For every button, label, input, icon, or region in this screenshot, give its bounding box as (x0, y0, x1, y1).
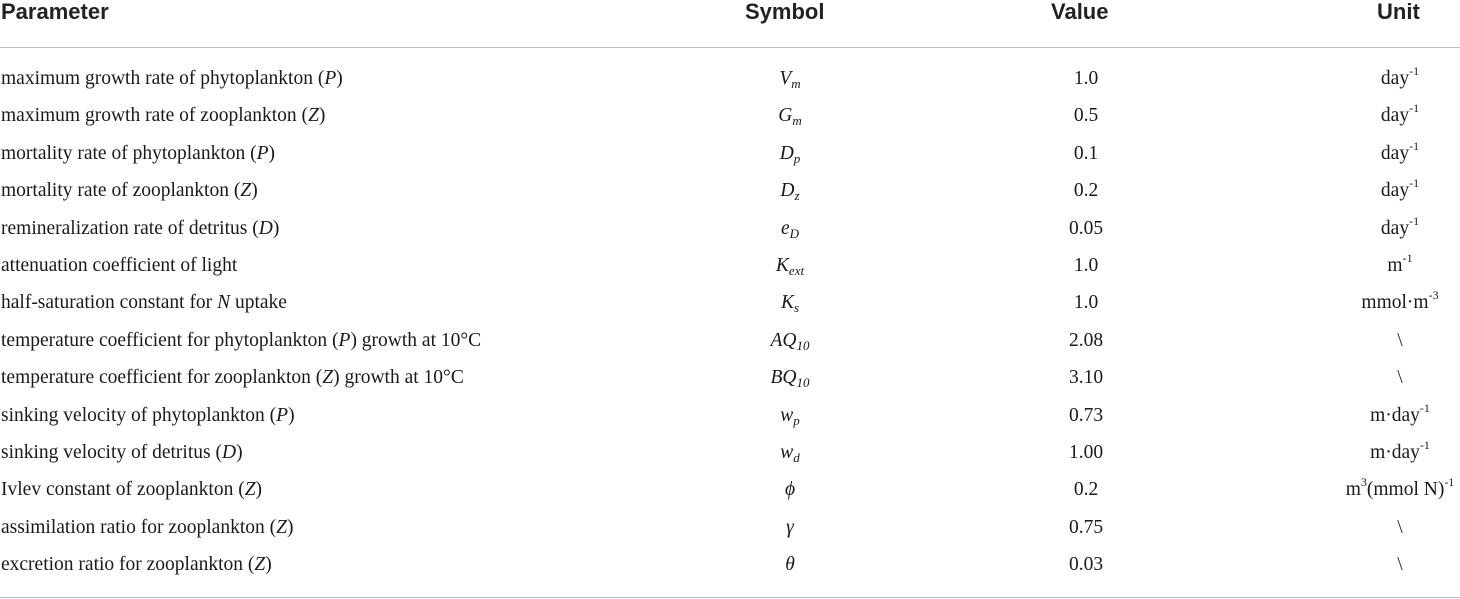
symbol-base: e (780, 217, 790, 239)
cell-symbol (660, 397, 920, 434)
symbol-base: γ (786, 516, 794, 538)
parameter-variable: Z (254, 554, 266, 576)
parameter-text: mortality rate of zooplankton ( (1, 180, 241, 202)
parameter-text: temperature coefficient for phytoplankton ( (1, 329, 339, 351)
parameter-text: ) (336, 68, 343, 89)
cell-value: 3.10 (1068, 367, 1104, 389)
parameter-text: Ivlev constant of zooplankton ( (1, 479, 245, 501)
unit-exponent: -1 (1409, 138, 1420, 153)
cell-parameter (1, 471, 262, 508)
cell-symbol (660, 172, 920, 209)
parameter-variable: Z (308, 105, 319, 127)
cell-unit (1270, 471, 1460, 508)
symbol-base: V (779, 68, 792, 89)
cell-parameter (1, 97, 325, 134)
cell-unit (1270, 97, 1460, 134)
table-row (0, 434, 1460, 471)
table-row (0, 546, 1460, 583)
cell-symbol (660, 471, 920, 508)
unit-exponent: -1 (1409, 176, 1420, 191)
parameter-text: mortality rate of phytoplankton ( (1, 142, 257, 164)
parameter-text: ) (236, 441, 243, 463)
parameter-text: ) (265, 554, 272, 576)
parameter-text: ) (268, 142, 276, 164)
cell-parameter (1, 546, 272, 583)
table-row (0, 397, 1460, 434)
symbol-base: w (780, 441, 794, 463)
unit-base: day (1380, 180, 1410, 202)
cell-symbol (660, 60, 920, 97)
parameter-text: ) (255, 479, 263, 501)
parameter-text: ) (318, 105, 326, 127)
table-header (0, 0, 1460, 48)
parameter-text: excretion ratio for zooplankton ( (1, 554, 255, 576)
parameter-variable: D (221, 441, 237, 463)
symbol-base: D (780, 180, 795, 202)
parameter-variable: P (324, 68, 337, 89)
unit-exponent: -1 (1402, 250, 1413, 265)
parameter-text: ) (251, 180, 258, 202)
cell-symbol (660, 284, 920, 321)
cell-unit (1270, 509, 1460, 546)
unit-base: \ (1397, 329, 1403, 351)
table-body (0, 60, 1460, 583)
parameter-text: ) (286, 516, 294, 538)
parameter-text: assimilation ratio for zooplankton ( (1, 516, 277, 538)
cell-unit (1270, 546, 1460, 583)
unit-base: m·day (1370, 404, 1420, 426)
cell-parameter (1, 322, 481, 359)
parameter-text: ) (288, 404, 295, 426)
parameter-text: remineralization rate of detritus ( (1, 217, 259, 239)
parameter-text: maximum growth rate of zooplankton ( (1, 105, 309, 127)
cell-parameter (1, 210, 279, 247)
unit-base: mmol·m (1361, 292, 1429, 314)
parameter-text: ) growth at 10°C (350, 329, 482, 351)
cell-symbol (660, 247, 920, 284)
cell-unit (1270, 322, 1460, 359)
unit-tail: (mmol N) (1366, 479, 1445, 501)
cell-value: 1.0 (1073, 68, 1099, 89)
symbol-subscript: p (793, 412, 800, 428)
cell-parameter (1, 434, 243, 471)
symbol-base: w (780, 404, 794, 426)
symbol-base: G (778, 105, 793, 127)
cell-parameter (1, 284, 287, 321)
unit-exponent: -1 (1409, 213, 1420, 228)
cell-unit (1270, 247, 1460, 284)
cell-unit (1270, 210, 1460, 247)
cell-value: 1.00 (1068, 441, 1104, 463)
cell-unit (1270, 434, 1460, 471)
cell-parameter (1, 509, 293, 546)
cell-symbol (660, 546, 920, 583)
symbol-base: ϕ (784, 479, 796, 501)
symbol-subscript: D (789, 225, 800, 241)
cell-symbol (660, 359, 920, 396)
cell-parameter (1, 247, 237, 284)
unit-base: \ (1397, 554, 1403, 576)
cell-value: 0.2 (1073, 180, 1099, 202)
cell-unit (1270, 397, 1460, 434)
table-row (0, 247, 1460, 284)
unit-base: \ (1397, 516, 1403, 538)
cell-value: 1.0 (1073, 292, 1099, 314)
parameter-text: ) growth at 10°C (333, 367, 464, 389)
cell-value: 1.0 (1073, 254, 1099, 276)
cell-symbol (660, 509, 920, 546)
symbol-base: D (779, 142, 794, 164)
unit-base: day (1380, 68, 1410, 89)
cell-parameter (1, 359, 464, 396)
symbol-subscript: ext (788, 262, 805, 278)
unit-base: day (1380, 105, 1410, 127)
parameter-text: maximum growth rate of phytoplankton ( (1, 68, 325, 89)
cell-value: 0.05 (1068, 217, 1104, 239)
unit-base: day (1380, 142, 1410, 164)
symbol-subscript: m (791, 76, 801, 91)
symbol-subscript: 10 (796, 375, 810, 391)
parameter-text: uptake (230, 292, 287, 314)
symbol-base: AQ (770, 329, 797, 351)
cell-value: 0.03 (1068, 554, 1104, 576)
cell-parameter (1, 60, 343, 97)
header-symbol: Symbol (745, 0, 825, 24)
parameter-variable: Z (240, 180, 252, 202)
unit-base: day (1380, 217, 1410, 239)
cell-value: 0.5 (1073, 105, 1099, 127)
unit-base: m (1387, 254, 1403, 276)
unit-exponent: -1 (1419, 437, 1430, 452)
unit-base: \ (1397, 367, 1403, 389)
symbol-subscript: d (793, 449, 800, 465)
parameter-variable: P (338, 329, 351, 351)
cell-symbol (660, 210, 920, 247)
symbol-base: K (775, 254, 789, 276)
cell-parameter (1, 172, 258, 209)
cell-value: 0.2 (1073, 479, 1099, 501)
unit-exponent: -1 (1409, 101, 1420, 116)
table-row (0, 135, 1460, 172)
table-row (0, 97, 1460, 134)
unit-exponent: -3 (1428, 288, 1439, 303)
cell-value: 2.08 (1068, 329, 1104, 351)
symbol-subscript: z (794, 188, 800, 204)
symbol-base: BQ (770, 367, 797, 389)
table-row (0, 284, 1460, 321)
parameter-variable: Z (244, 479, 256, 501)
cell-symbol (660, 97, 920, 134)
header-parameter: Parameter (1, 0, 109, 24)
unit-exponent: -1 (1419, 400, 1430, 415)
parameter-variable: P (276, 404, 289, 426)
parameter-variable: D (258, 217, 273, 239)
cell-unit (1270, 359, 1460, 396)
cell-parameter (1, 397, 295, 434)
parameter-variable: Z (322, 367, 334, 389)
cell-symbol (660, 434, 920, 471)
table-row (0, 359, 1460, 396)
cell-parameter (1, 135, 275, 172)
cell-unit (1270, 135, 1460, 172)
table-row (0, 322, 1460, 359)
parameter-text: ) (272, 217, 280, 239)
parameter-text: half-saturation constant for (1, 292, 218, 314)
symbol-subscript: 10 (796, 337, 810, 353)
symbol-subscript: p (793, 150, 801, 166)
cell-value: 0.1 (1073, 142, 1099, 164)
table-row (0, 172, 1460, 209)
unit-exponent: 3 (1360, 475, 1367, 490)
parameter-text: attenuation coefficient of light (1, 254, 238, 276)
unit-exponent: -1 (1409, 64, 1420, 78)
parameter-text: temperature coefficient for zooplankton ( (1, 367, 323, 389)
symbol-base: K (780, 292, 794, 314)
table-row (0, 60, 1460, 97)
table-bottom-rule (0, 597, 1460, 598)
parameter-variable: P (256, 142, 269, 164)
cell-unit (1270, 284, 1460, 321)
parameter-variable: Z (276, 516, 287, 538)
cell-symbol (660, 135, 920, 172)
symbol-subscript: m (792, 113, 802, 129)
cell-symbol (660, 322, 920, 359)
cell-value: 0.73 (1068, 404, 1104, 426)
cell-unit (1270, 60, 1460, 97)
header-value: Value (1051, 0, 1109, 24)
unit-base: m (1345, 479, 1361, 501)
header-unit: Unit (1377, 0, 1420, 24)
unit-tail-exponent: -1 (1444, 475, 1455, 490)
table-row (0, 210, 1460, 247)
cell-unit (1270, 172, 1460, 209)
unit-base: m·day (1370, 441, 1420, 463)
parameter-text: sinking velocity of phytoplankton ( (1, 404, 277, 426)
cell-value: 0.75 (1068, 516, 1104, 538)
symbol-base: θ (785, 554, 795, 576)
table-row (0, 509, 1460, 546)
parameter-variable: N (217, 292, 231, 314)
parameter-text: sinking velocity of detritus ( (1, 441, 222, 463)
symbol-subscript: s (793, 300, 800, 316)
table-row (0, 471, 1460, 508)
